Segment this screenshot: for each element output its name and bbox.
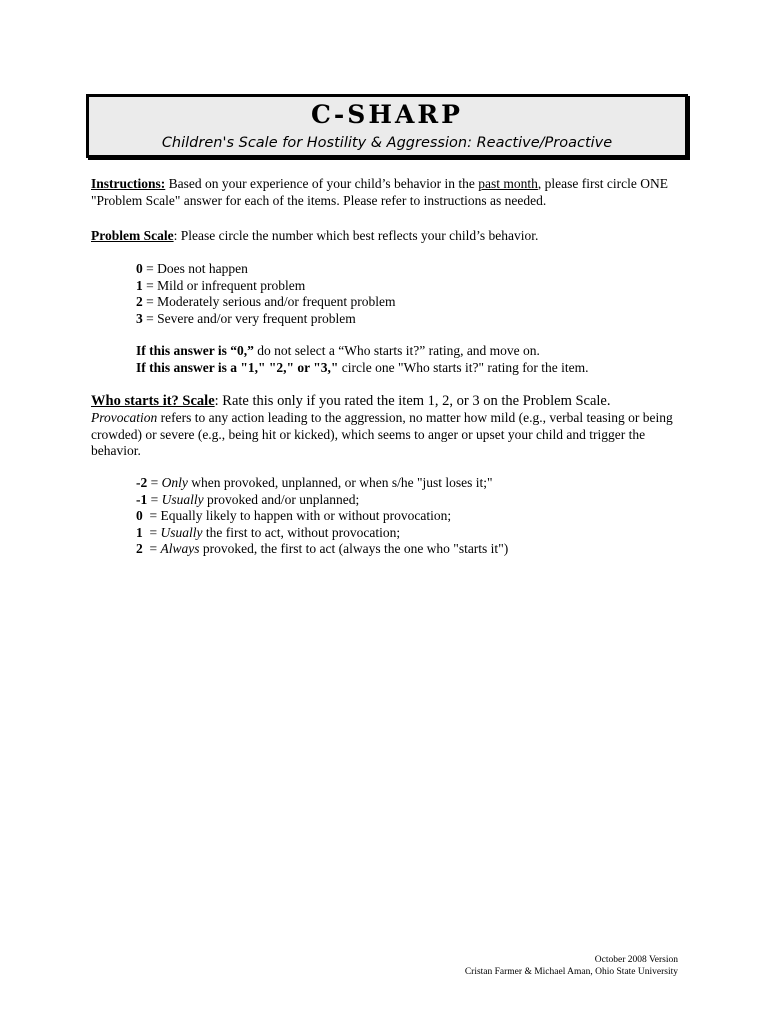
- problem-scale-heading: [91, 228, 691, 245]
- instructions-label: Instructions:: [91, 176, 166, 191]
- provocation-text: refers to any action leading to the aggression, no matter how mild (e.g., verbal teasing or being crowded) or severe (e.g., being hit or kicked), which seems to anger or upset your child and trigger the behavior.: [91, 410, 673, 458]
- list-item: 3 = Severe and/or very frequent problem: [136, 310, 356, 326]
- footer: [465, 954, 678, 978]
- page-title: C-SHARP: [311, 100, 463, 129]
- instructions-paragraph: [91, 176, 691, 209]
- who-scale-label: Who starts it? Scale: [91, 393, 215, 409]
- problem-scale-list: [136, 261, 396, 327]
- list-item: -1 = Usually provoked and/or unplanned;: [136, 491, 360, 507]
- who-scale-list: [136, 475, 508, 558]
- title-box: [86, 94, 688, 158]
- list-item: 2 = Moderately serious and/or frequent problem: [136, 294, 396, 309]
- footer-version: October 2008 Version: [594, 955, 678, 965]
- list-item: 0 = Does not happen: [136, 261, 248, 276]
- list-item: 1 = Mild or infrequent problem: [136, 277, 306, 293]
- list-item: 0 = Equally likely to happen with or without provocation;: [136, 508, 452, 523]
- provocation-paragraph: [91, 410, 691, 460]
- who-scale-text: : Rate this only if you rated the item 1, 2, or 3 on the Problem Scale.: [214, 393, 611, 409]
- list-item: 2 = Always provoked, the first to act (always the one who "starts it"): [136, 541, 509, 556]
- past-month-text: past month: [478, 176, 538, 191]
- problem-scale-notes: [136, 343, 589, 376]
- list-item: 1 = Usually the first to act, without provocation;: [136, 524, 401, 540]
- problem-scale-text: : Please circle the number which best reflects your child’s behavior.: [173, 228, 539, 243]
- footer-authors: Cristan Farmer & Michael Aman, Ohio State University: [464, 967, 678, 977]
- instructions-text-2: , please first circle ONE "Problem Scale" answer for each of the items. Please refer to instructions as needed.: [91, 176, 668, 208]
- list-item: -2 = Only when provoked, unplanned, or when s/he "just loses it;": [136, 475, 493, 490]
- problem-scale-label: Problem Scale: [91, 228, 174, 243]
- note-nonzero: If this answer is a "1," "2," or "3," circle one "Who starts it?" rating for the item.: [136, 359, 589, 375]
- provocation-word: Provocation: [91, 410, 158, 425]
- instructions-text-1: Based on your experience of your child’s behavior in the: [165, 176, 479, 191]
- page-subtitle: Children's Scale for Hostility & Aggression: Reactive/Proactive: [161, 135, 613, 151]
- note-zero: If this answer is “0,” do not select a “Who starts it?” rating, and move on.: [136, 343, 540, 358]
- who-scale-heading: [91, 393, 691, 410]
